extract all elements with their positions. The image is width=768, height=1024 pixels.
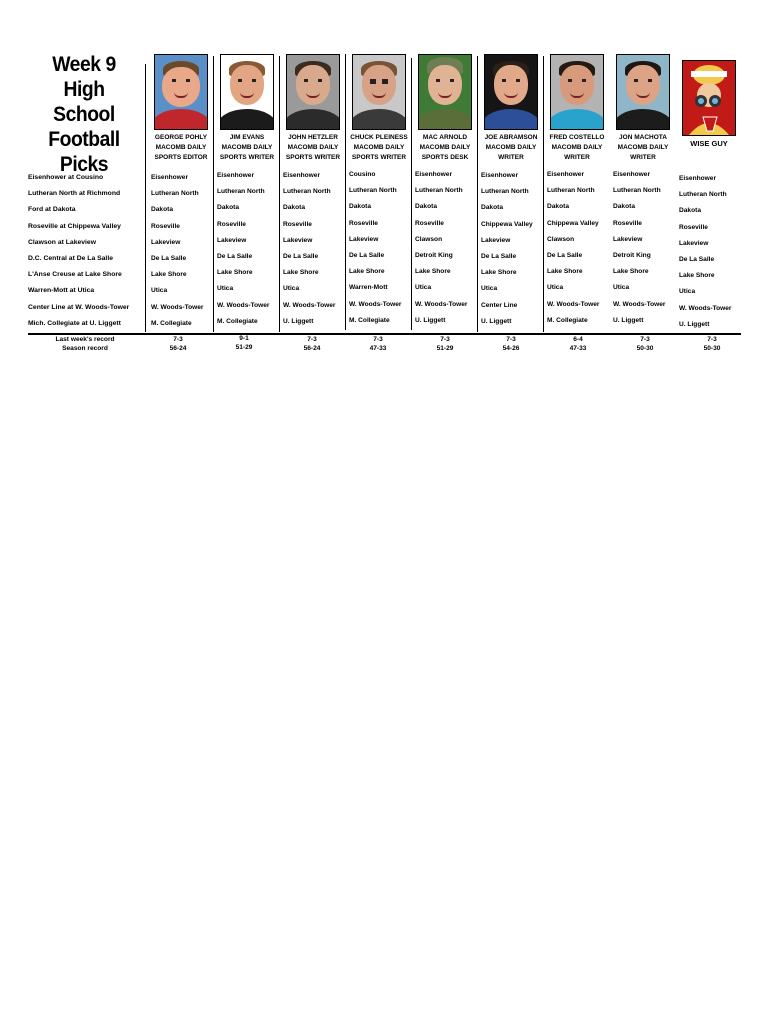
- pick-cell: Lake Shore: [481, 269, 517, 277]
- pick-cell: Roseville: [217, 220, 246, 228]
- season-record: 47-33: [569, 345, 587, 352]
- picker-chuck-pleiness: [346, 54, 412, 163]
- pick-cell: Roseville: [679, 223, 708, 231]
- pick-cell: Eisenhower: [283, 172, 321, 179]
- pick-cell: U. Liggett: [679, 320, 710, 328]
- pick-cell: Utica: [679, 288, 696, 296]
- game-row: Center Line at W. Woods-Tower: [28, 303, 130, 311]
- title-line-3: Football: [48, 128, 120, 151]
- pick-cell: Utica: [547, 284, 564, 292]
- picker-name: GEORGE POHLY MACOMB DAILY SPORTS EDITOR: [154, 134, 208, 161]
- picker-mac-arnold: [412, 54, 478, 163]
- pick-cell: Lake Shore: [679, 272, 715, 280]
- pick-cell: Lake Shore: [151, 271, 187, 279]
- pick-cell: Roseville: [613, 219, 642, 227]
- pick-cell: Lutheran North: [415, 187, 463, 195]
- pick-cell: Utica: [613, 284, 630, 292]
- picks-chuck-pleiness: [349, 167, 415, 329]
- picks-jim-evans: [217, 168, 283, 330]
- pick-cell: Lutheran North: [613, 187, 661, 195]
- pick-cell: W. Woods-Tower: [613, 300, 666, 308]
- pick-cell: Roseville: [349, 219, 378, 227]
- game-row: Ford at Dakota: [28, 206, 76, 214]
- pick-cell: De La Salle: [679, 255, 715, 263]
- pick-cell: Roseville: [283, 220, 312, 228]
- records-labels: [28, 335, 142, 353]
- portrait-george-pohly: [154, 54, 208, 130]
- records-fred-costello: [545, 335, 611, 353]
- pick-cell: W. Woods-Tower: [349, 300, 402, 308]
- pick-cell: Dakota: [349, 203, 371, 211]
- pick-cell: W. Woods-Tower: [679, 304, 732, 312]
- pick-cell: U. Liggett: [481, 317, 512, 325]
- last-week-record: 7-3: [307, 336, 317, 343]
- pick-cell: U. Liggett: [283, 317, 314, 325]
- picks-jon-machota: [613, 167, 679, 329]
- pick-cell: Center Line: [481, 301, 518, 309]
- game-row: D.C. Central at De La Salle: [28, 254, 113, 262]
- season-record: 56-24: [169, 345, 187, 352]
- pick-cell: Dakota: [283, 204, 305, 212]
- records-joe-abramson: [478, 335, 544, 353]
- page-title: [31, 52, 138, 177]
- pick-cell: Lake Shore: [217, 269, 253, 277]
- pick-cell: Lakeview: [481, 236, 511, 244]
- season-label: Season record: [62, 345, 108, 352]
- last-week-record: 7-3: [173, 336, 183, 343]
- portrait-jim-evans: [220, 54, 274, 130]
- picker-name: JON MACHOTA MACOMB DAILY WRITER: [617, 134, 669, 161]
- pick-cell: Lutheran North: [547, 187, 595, 195]
- pick-cell: Lake Shore: [547, 268, 583, 276]
- pick-cell: Lakeview: [613, 235, 643, 243]
- pick-cell: Eisenhower: [217, 172, 255, 179]
- pick-cell: Eisenhower: [613, 171, 651, 178]
- last-week-record: 7-3: [506, 336, 516, 343]
- pick-cell: Chippewa Valley: [481, 220, 533, 228]
- pick-cell: W. Woods-Tower: [217, 301, 270, 309]
- wise-guy-cartoon-icon: [682, 60, 736, 136]
- records-wise-guy: [679, 335, 745, 353]
- pick-cell: Lutheran North: [151, 190, 199, 198]
- pick-cell: M. Collegiate: [217, 317, 258, 325]
- pick-cell: U. Liggett: [613, 316, 644, 324]
- season-record: 50-30: [636, 345, 654, 352]
- pick-cell: Clawson: [547, 235, 575, 243]
- pick-cell: M. Collegiate: [151, 319, 192, 327]
- records-george-pohly: [145, 335, 211, 353]
- picker-fred-costello: [544, 54, 610, 163]
- portrait-joe-abramson: [484, 54, 538, 130]
- pick-cell: De La Salle: [283, 252, 319, 260]
- picker-name: JOE ABRAMSON MACOMB DAILY WRITER: [484, 134, 538, 161]
- game-row: Clawson at Lakeview: [28, 238, 96, 246]
- pick-cell: Dakota: [415, 203, 437, 211]
- pick-cell: Detroit King: [415, 251, 453, 259]
- records-chuck-pleiness: [345, 335, 411, 353]
- pick-cell: Utica: [217, 285, 234, 293]
- pick-cell: De La Salle: [349, 251, 385, 259]
- pick-cell: Utica: [151, 287, 168, 295]
- pick-cell: De La Salle: [481, 252, 517, 260]
- pick-cell: W. Woods-Tower: [283, 301, 336, 309]
- pick-cell: M. Collegiate: [349, 316, 390, 324]
- portrait-jon-machota: [616, 54, 670, 130]
- pick-cell: Lakeview: [349, 235, 379, 243]
- season-record: 50-30: [703, 345, 721, 352]
- pick-cell: Eisenhower: [481, 172, 519, 179]
- records-mac-arnold: [412, 335, 478, 353]
- portrait-chuck-pleiness: [352, 54, 406, 130]
- title-line-2: High School: [53, 78, 115, 126]
- pick-cell: Dakota: [151, 206, 173, 214]
- pick-cell: Lake Shore: [613, 268, 649, 276]
- pick-cell: De La Salle: [217, 252, 253, 260]
- portrait-fred-costello: [550, 54, 604, 130]
- game-row: Eisenhower at Cousino: [28, 174, 104, 181]
- pick-cell: Warren-Mott: [349, 284, 388, 292]
- picker-name: JIM EVANS MACOMB DAILY SPORTS WRITER: [219, 134, 275, 161]
- pick-cell: Lutheran North: [679, 191, 727, 199]
- picker-wise-guy: [676, 60, 742, 149]
- pick-cell: De La Salle: [547, 251, 583, 259]
- picks-wise-guy: [679, 171, 745, 333]
- last-week-record: 7-3: [440, 336, 450, 343]
- portrait-mac-arnold: [418, 54, 472, 130]
- picks-mac-arnold: [415, 167, 481, 329]
- season-record: 56-24: [303, 345, 321, 352]
- game-row: L'Anse Creuse at Lake Shore: [28, 271, 122, 279]
- pick-cell: Utica: [283, 285, 300, 293]
- records-jon-machota: [612, 335, 678, 353]
- pick-cell: Dakota: [481, 204, 503, 212]
- season-record: 51-29: [235, 344, 253, 351]
- pick-cell: W. Woods-Tower: [547, 300, 600, 308]
- pick-cell: Lutheran North: [283, 188, 331, 196]
- last-week-record: 7-3: [640, 336, 650, 343]
- pick-cell: Lutheran North: [217, 188, 265, 196]
- pick-cell: Lakeview: [679, 239, 709, 247]
- pick-cell: M. Collegiate: [547, 316, 588, 324]
- picker-name: MAC ARNOLD MACOMB DAILY SPORTS DESK: [419, 134, 471, 161]
- pick-cell: Dakota: [547, 203, 569, 211]
- last-week-record: 7-3: [373, 336, 383, 343]
- picks-george-pohly: [151, 170, 217, 332]
- season-record: 54-26: [502, 345, 520, 352]
- pick-cell: Roseville: [151, 222, 180, 230]
- picker-john-hetzler: [280, 54, 346, 163]
- picks-joe-abramson: [481, 168, 547, 330]
- picker-jon-machota: [610, 54, 676, 163]
- picker-george-pohly: [148, 54, 214, 163]
- picker-joe-abramson: [478, 54, 544, 163]
- pick-cell: Chippewa Valley: [547, 219, 599, 227]
- pick-cell: U. Liggett: [415, 316, 446, 324]
- pick-cell: Eisenhower: [679, 175, 717, 182]
- last-week-record: 7-3: [707, 336, 717, 343]
- pick-cell: Lake Shore: [283, 269, 319, 277]
- picks-john-hetzler: [283, 168, 349, 330]
- picks-fred-costello: [547, 167, 613, 329]
- picker-name: WISE GUY: [690, 139, 728, 148]
- last-week-label: Last week's record: [55, 336, 115, 343]
- game-row: Lutheran North at Richmond: [28, 190, 121, 198]
- picker-name: FRED COSTELLO MACOMB DAILY WRITER: [549, 134, 605, 161]
- pick-cell: Lakeview: [283, 236, 313, 244]
- title-line-1: Week 9: [52, 53, 116, 76]
- game-row: Roseville at Chippewa Valley: [28, 222, 121, 230]
- pick-cell: Lutheran North: [481, 188, 529, 196]
- picker-name: CHUCK PLEINESS MACOMB DAILY SPORTS WRITER: [350, 134, 408, 161]
- pick-cell: Roseville: [415, 219, 444, 227]
- pick-cell: Utica: [415, 284, 432, 292]
- picker-jim-evans: [214, 54, 280, 163]
- pick-cell: Dakota: [217, 204, 239, 212]
- season-record: 47-33: [369, 345, 387, 352]
- pick-cell: W. Woods-Tower: [415, 300, 468, 308]
- pick-cell: Eisenhower: [415, 171, 453, 178]
- game-row: Mich. Collegiate at U. Liggett: [28, 319, 121, 327]
- pick-cell: De La Salle: [151, 254, 187, 262]
- pick-cell: Eisenhower: [547, 171, 585, 178]
- pick-cell: Lutheran North: [349, 187, 397, 195]
- records-john-hetzler: [279, 335, 345, 353]
- records-jim-evans: [211, 334, 277, 352]
- games-list: [28, 170, 148, 332]
- portrait-john-hetzler: [286, 54, 340, 130]
- title-line-4: Picks: [59, 153, 109, 176]
- pick-cell: Lake Shore: [349, 268, 385, 276]
- last-week-record: 9-1: [239, 335, 249, 342]
- pick-cell: W. Woods-Tower: [151, 303, 204, 311]
- pick-cell: Lake Shore: [415, 268, 451, 276]
- pick-cell: Clawson: [415, 235, 443, 243]
- pick-cell: Dakota: [679, 207, 701, 215]
- game-row: Warren-Mott at Utica: [28, 287, 95, 295]
- pick-cell: Cousino: [349, 171, 376, 178]
- picker-name: JOHN HETZLER MACOMB DAILY SPORTS WRITER: [285, 134, 341, 161]
- pick-cell: Detroit King: [613, 251, 651, 259]
- pick-cell: Dakota: [613, 203, 635, 211]
- last-week-record: 6-4: [573, 336, 583, 343]
- pick-cell: Lakeview: [151, 238, 181, 246]
- season-record: 51-29: [436, 345, 454, 352]
- pick-cell: Eisenhower: [151, 174, 189, 181]
- pick-cell: Utica: [481, 285, 498, 293]
- pick-cell: Lakeview: [217, 236, 247, 244]
